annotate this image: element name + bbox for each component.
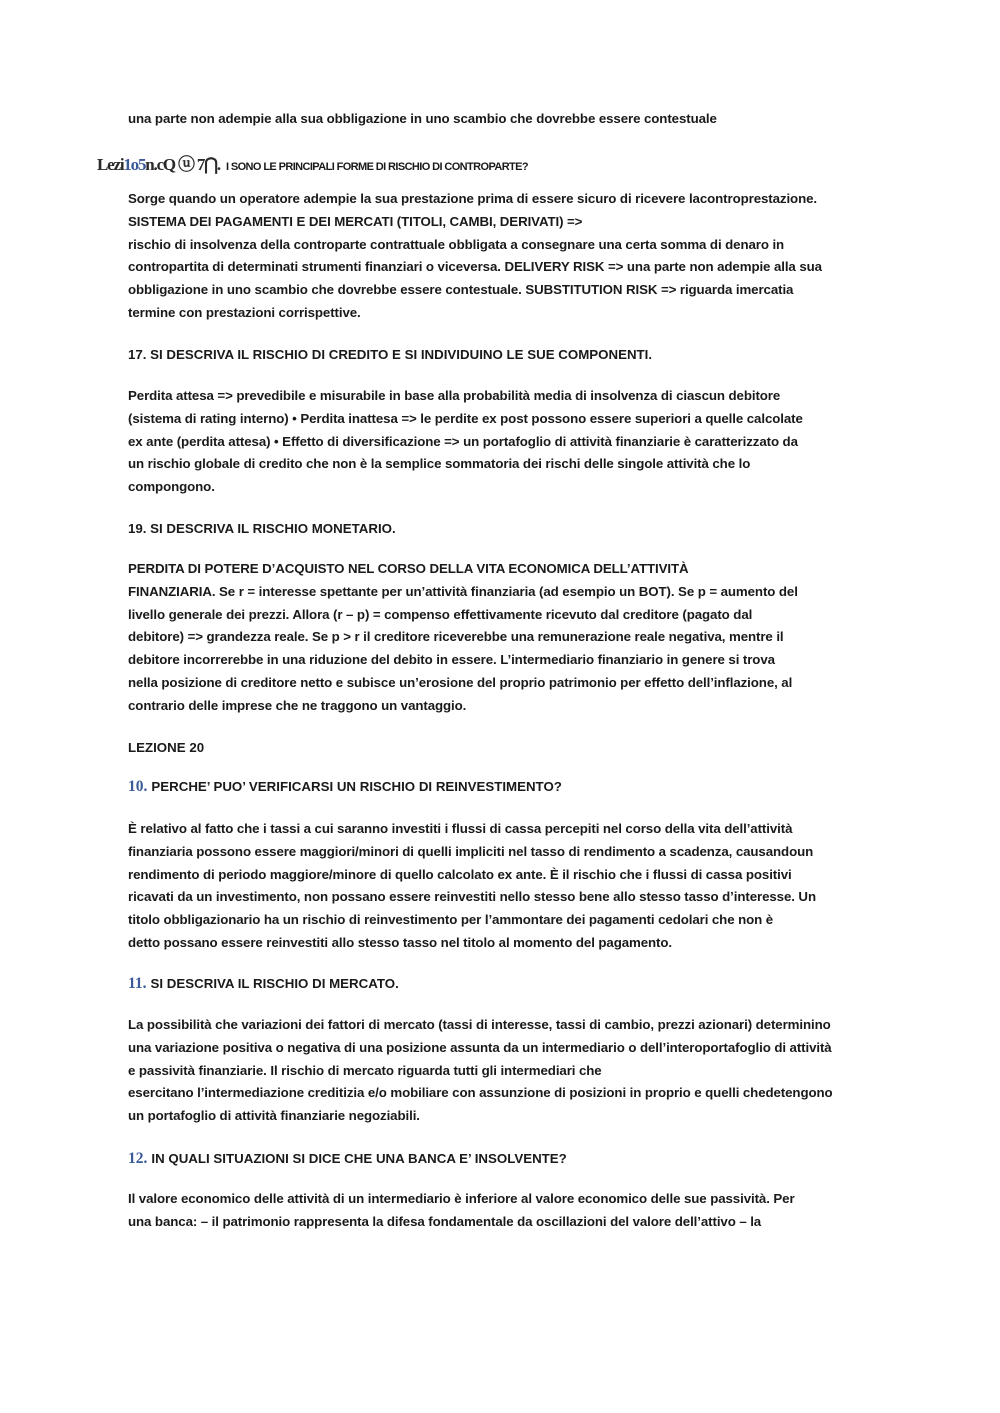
text-line: rischio di insolvenza della controparte contrattuale obbligata a consegnare una certa somma di denaro in: [128, 236, 785, 252]
text-line: Il valore economico delle attività di un intermediario è inferiore al valore economico delle sue passività. Per: [128, 1191, 795, 1206]
question-11-heading: [128, 975, 399, 993]
text-line: livello generale dei prezzi. Allora (r – p) = compenso effettivamente ricevuto dal creditore (pagato dal: [128, 606, 753, 622]
text-line: un portafoglio di attività finanziarie negoziabili.: [128, 1108, 420, 1124]
answer-19: [128, 558, 898, 718]
text-line: Sorge quando un operatore adempie la sua prestazione prima di essere sicuro di ricevere lacontroprestazione.: [128, 191, 817, 206]
text-line: nella posizione di creditore netto e subisce un’erosione del proprio patrimonio per effetto dell’inflazione, al: [128, 674, 793, 690]
text-line: obbligazione in uno scambio che dovrebbe essere contestuale. SUBSTITUTION RISK => riguarda imercatia: [128, 282, 794, 298]
text-line: finanziaria possono essere maggiori/minori di quelli impliciti nel tasso di rendimento a scadenza, causandoun: [128, 843, 814, 859]
text-line: (sistema di rating interno) • Perdita inattesa => le perdite ex post possono essere superiori a quelle calcolate: [128, 410, 803, 426]
text-line: una banca: – il patrimonio rappresenta la difesa fondamentale da oscillazioni del valore dell’attivo – la: [128, 1213, 762, 1229]
text-line: contropartita di determinati strumenti finanziari o viceversa. DELIVERY RISK => una parte non adempie alla sua: [128, 259, 822, 275]
garbled-lezione-label: Lezi1o5n.cQ ⓤ 7⋂.: [97, 155, 220, 174]
text-line: ricavati da un investimento, non possano essere reinvestiti nello stesso bene allo stesso tasso d’interesse. Un: [128, 889, 816, 905]
question-text: PERCHE’ PUO’ VERIFICARSI UN RISCHIO DI REINVESTIMENTO?: [151, 779, 562, 794]
text-line: La possibilità che variazioni dei fattori di mercato (tassi di interesse, tassi di cambio, prezzi azionari) determinino: [128, 1017, 831, 1032]
text-line: debitore) => grandezza reale. Se p > r il creditore riceverebbe una remunerazione reale negativa, mentre il: [128, 629, 784, 645]
question-number: 11.: [128, 975, 147, 992]
answer-10: [128, 818, 898, 955]
text-line: debitore incorrerebbe in una riduzione del debito in essere. L’intermediario finanziario in genere si trova: [128, 652, 775, 668]
question-number: 10.: [128, 778, 148, 795]
text-line: una parte non adempie alla sua obbligazione in uno scambio che dovrebbe essere contestuale: [128, 111, 717, 126]
question-17-heading: 17. SI DESCRIVA IL RISCHIO DI CREDITO E SI INDIVIDUINO LE SUE COMPONENTI.: [128, 347, 653, 362]
text-line: È relativo al fatto che i tassi a cui saranno investiti i flussi di cassa percepiti nel corso della vita dell’attività: [128, 821, 793, 836]
text-line: contrario delle imprese che ne traggono un vantaggio.: [128, 697, 467, 713]
text-line: FINANZIARIA. Se r = interesse spettante per un’attività finanziaria (ad esempio un BOT). Se p = aumento del: [128, 583, 798, 599]
question-19-heading: 19. SI DESCRIVA IL RISCHIO MONETARIO.: [128, 521, 396, 536]
question-text: SI DESCRIVA IL RISCHIO DI MERCATO.: [150, 976, 399, 991]
text-line: ex ante (perdita attesa) • Effetto di diversificazione => un portafoglio di attività finanziarie è caratterizzato da: [128, 433, 798, 449]
text-line: una variazione positiva o negativa di una posizione assunta da un intermediario o dell’interoportafoglio di attività: [128, 1039, 832, 1055]
intro-line: [128, 108, 898, 131]
question-10-heading: [128, 778, 562, 796]
question-text: IN QUALI SITUAZIONI SI DICE CHE UNA BANCA E’ INSOLVENTE?: [151, 1151, 567, 1166]
lezione-heading: [97, 150, 528, 175]
text-line: Perdita attesa => prevedibile e misurabile in base alla probabilità media di insolvenza di ciascun debitore: [128, 388, 781, 403]
heading-question: I SONO LE PRINCIPALI FORME DI RISCHIO DI CONTROPARTE?: [225, 161, 529, 173]
text-line: PERDITA DI POTERE D’ACQUISTO NEL CORSO DELLA VITA ECONOMICA DELL’ATTIVITÀ: [128, 561, 689, 576]
answer-17: [128, 385, 898, 499]
answer-11: [128, 1014, 898, 1128]
question-12-heading: [128, 1150, 567, 1168]
text-line: compongono.: [128, 479, 215, 495]
answer-controparte: [128, 188, 898, 325]
text-line: esercitano l’intermediazione creditizia e/o mobiliare con assunzione di posizioni in proprio e quelli chedetengono: [128, 1085, 833, 1101]
text-line: SISTEMA DEI PAGAMENTI E DEI MERCATI (TITOLI, CAMBI, DERIVATI) =>: [128, 213, 583, 229]
question-number: 12.: [128, 1150, 148, 1167]
text-line: titolo obbligazionario ha un rischio di reinvestimento per l’ammontare dei pagamenti cedolari che non è: [128, 912, 774, 928]
text-line: rendimento di periodo maggiore/minore di quello calcolato ex ante. È il rischio che i flussi di cassa positivi: [128, 866, 792, 882]
text-line: detto possano essere reinvestiti allo stesso tasso nel titolo al momento del pagamento.: [128, 934, 672, 950]
answer-12: [128, 1188, 898, 1234]
text-line: termine con prestazioni corrispettive.: [128, 304, 361, 320]
text-line: e passività finanziarie. Il rischio di mercato riguarda tutti gli intermediari che: [128, 1062, 602, 1078]
lezione-20-heading: LEZIONE 20: [128, 740, 205, 755]
text-line: un rischio globale di credito che non è la semplice sommatoria dei rischi delle singole attività che lo: [128, 456, 751, 472]
